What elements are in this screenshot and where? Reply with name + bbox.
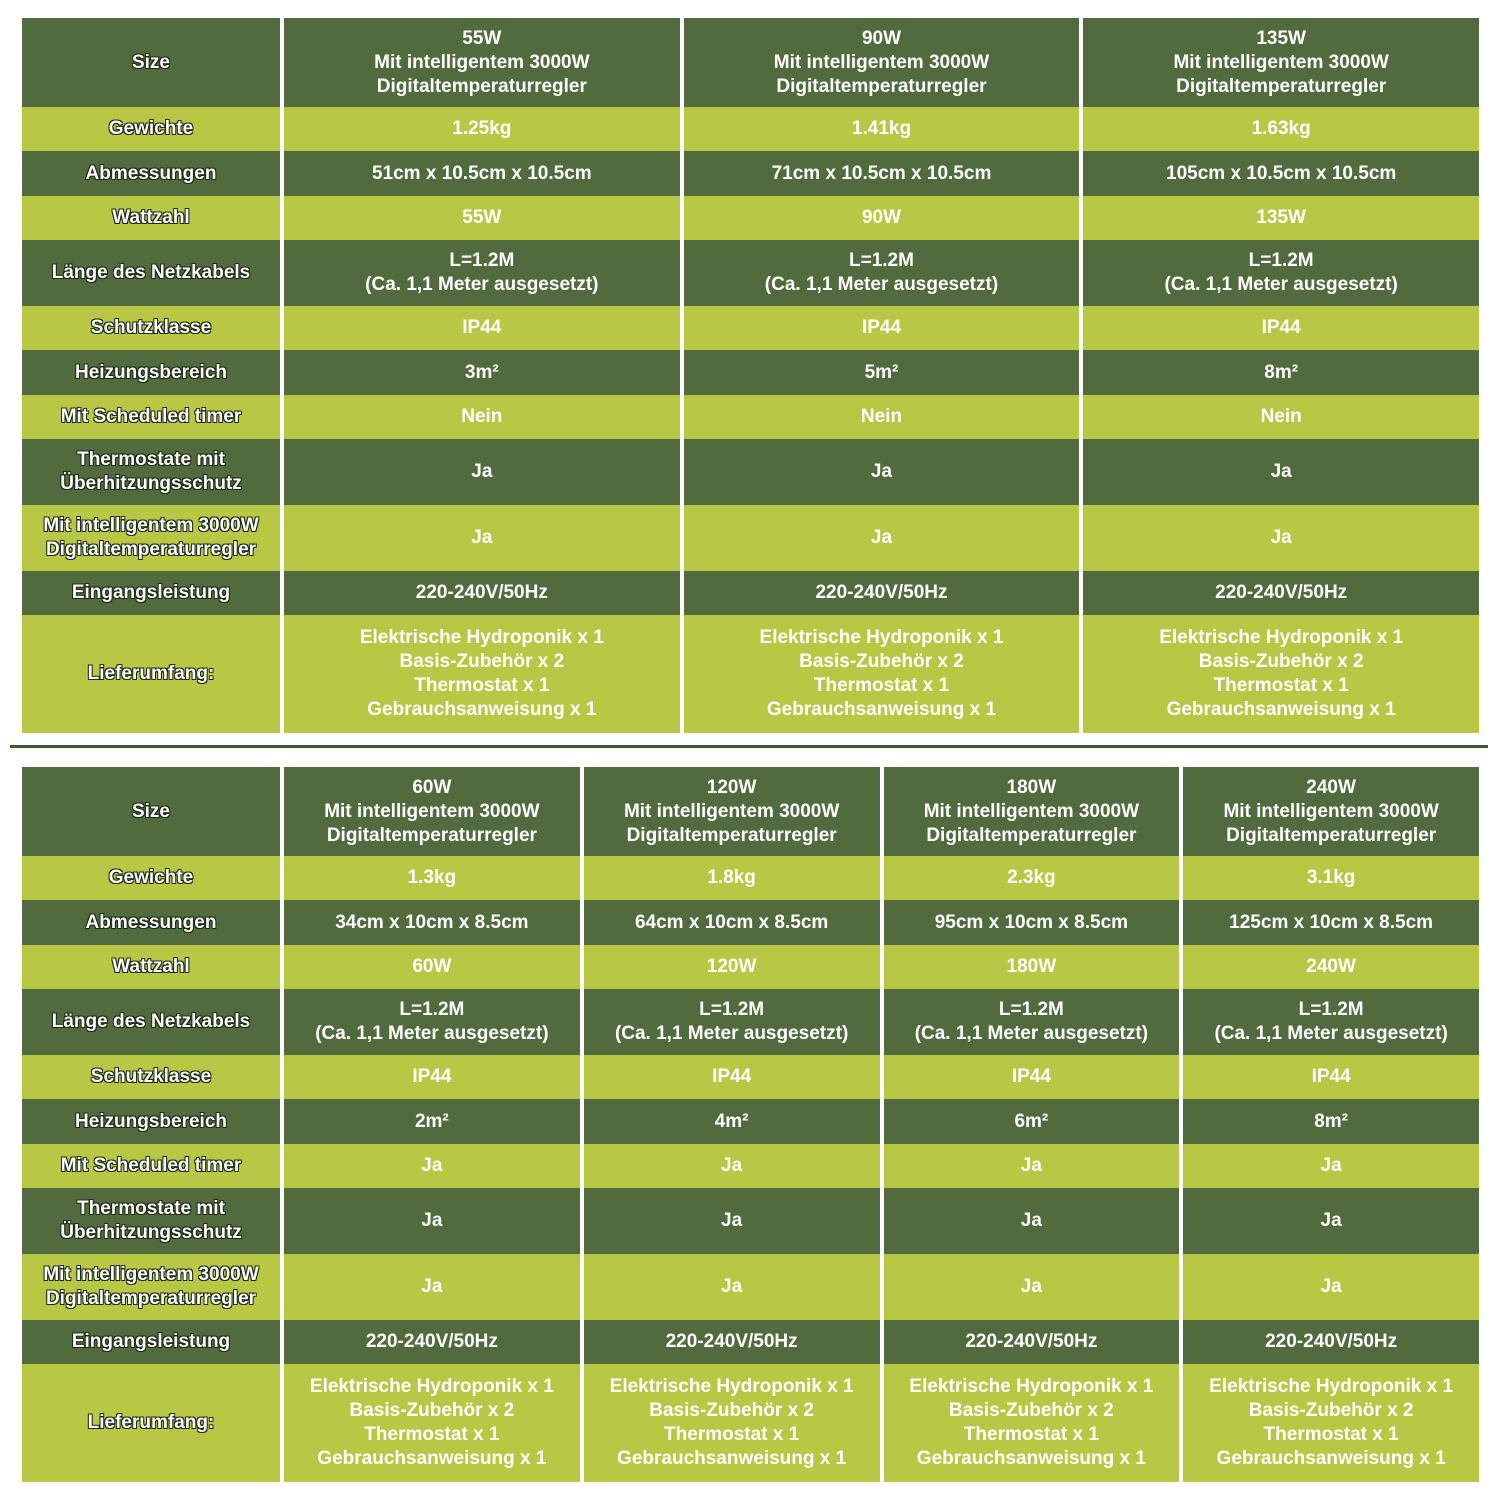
row-label: Heizungsbereich: [22, 1099, 280, 1144]
row-label: Heizungsbereich: [22, 350, 280, 395]
row-label: Schutzklasse: [22, 1055, 280, 1099]
cell: IP44: [284, 306, 680, 350]
cell: 71cm x 10.5cm x 10.5cm: [684, 151, 1080, 196]
row-label: Thermostate mit Überhitzungsschutz: [22, 1188, 280, 1254]
table-row: [22, 196, 1479, 240]
cell: Ja: [584, 1188, 880, 1254]
table-row: [22, 439, 1479, 505]
cell: L=1.2M (Ca. 1,1 Meter ausgesetzt): [1183, 989, 1479, 1055]
cell: L=1.2M (Ca. 1,1 Meter ausgesetzt): [584, 989, 880, 1055]
cell: L=1.2M (Ca. 1,1 Meter ausgesetzt): [884, 989, 1180, 1055]
cell: Elektrische Hydroponik x 1 Basis-Zubehör x 2 Thermostat x 1 Gebrauchsanweisung x 1: [284, 1364, 580, 1482]
cell: 1.8kg: [584, 856, 880, 900]
row-label: Wattzahl: [22, 196, 280, 240]
cell: 5m²: [684, 350, 1080, 395]
cell: Ja: [284, 1254, 580, 1320]
cell: Elektrische Hydroponik x 1 Basis-Zubehör x 2 Thermostat x 1 Gebrauchsanweisung x 1: [884, 1364, 1180, 1482]
row-label: Abmessungen: [22, 151, 280, 196]
cell: 125cm x 10cm x 8.5cm: [1183, 900, 1479, 945]
table-row: [22, 856, 1479, 900]
table-row: [22, 505, 1479, 571]
row-label: Schutzklasse: [22, 306, 280, 350]
spec-table-bottom: [18, 767, 1483, 1482]
cell: 4m²: [584, 1099, 880, 1144]
table-row: [22, 1320, 1479, 1364]
size-label: Size: [22, 767, 280, 856]
cell: Ja: [1183, 1188, 1479, 1254]
cell: 51cm x 10.5cm x 10.5cm: [284, 151, 680, 196]
cell: 55W: [284, 196, 680, 240]
row-label: Gewichte: [22, 107, 280, 151]
cell: Nein: [284, 395, 680, 439]
cell: 2.3kg: [884, 856, 1180, 900]
row-label: Länge des Netzkabels: [22, 989, 280, 1055]
table-row: [22, 350, 1479, 395]
row-label: Wattzahl: [22, 945, 280, 989]
cell: Ja: [284, 505, 680, 571]
cell: Nein: [1083, 395, 1479, 439]
table-row: [22, 151, 1479, 196]
cell: IP44: [584, 1055, 880, 1099]
cell: 34cm x 10cm x 8.5cm: [284, 900, 580, 945]
header-cell: 120W Mit intelligentem 3000W Digitaltemperaturregler: [584, 767, 880, 856]
cell: 6m²: [884, 1099, 1180, 1144]
cell: L=1.2M (Ca. 1,1 Meter ausgesetzt): [284, 240, 680, 306]
cell: 120W: [584, 945, 880, 989]
spec-table-top: [18, 18, 1483, 733]
cell: Elektrische Hydroponik x 1 Basis-Zubehör x 2 Thermostat x 1 Gebrauchsanweisung x 1: [1183, 1364, 1479, 1482]
row-label: Eingangsleistung: [22, 571, 280, 615]
cell: IP44: [684, 306, 1080, 350]
cell: 90W: [684, 196, 1080, 240]
table-row: [22, 395, 1479, 439]
cell: L=1.2M (Ca. 1,1 Meter ausgesetzt): [284, 989, 580, 1055]
table-row: [22, 1254, 1479, 1320]
row-label: Länge des Netzkabels: [22, 240, 280, 306]
cell: Ja: [284, 1188, 580, 1254]
cell: 220-240V/50Hz: [584, 1320, 880, 1364]
cell: 180W: [884, 945, 1180, 989]
row-label: Thermostate mit Überhitzungsschutz: [22, 439, 280, 505]
cell: IP44: [284, 1055, 580, 1099]
cell: 95cm x 10cm x 8.5cm: [884, 900, 1180, 945]
cell: Nein: [684, 395, 1080, 439]
table-row: [22, 1364, 1479, 1482]
cell: IP44: [884, 1055, 1180, 1099]
row-label: Mit intelligentem 3000W Digitaltemperaturregler: [22, 505, 280, 571]
cell: Elektrische Hydroponik x 1 Basis-Zubehör x 2 Thermostat x 1 Gebrauchsanweisung x 1: [584, 1364, 880, 1482]
table-row: [22, 571, 1479, 615]
cell: Ja: [1183, 1254, 1479, 1320]
table-row: [22, 1188, 1479, 1254]
cell: 240W: [1183, 945, 1479, 989]
cell: 220-240V/50Hz: [684, 571, 1080, 615]
header-cell: 240W Mit intelligentem 3000W Digitaltemperaturregler: [1183, 767, 1479, 856]
cell: 3m²: [284, 350, 680, 395]
header-cell: 180W Mit intelligentem 3000W Digitaltemperaturregler: [884, 767, 1180, 856]
cell: 105cm x 10.5cm x 10.5cm: [1083, 151, 1479, 196]
cell: 1.63kg: [1083, 107, 1479, 151]
cell: 8m²: [1083, 350, 1479, 395]
cell: 220-240V/50Hz: [284, 571, 680, 615]
cell: Elektrische Hydroponik x 1 Basis-Zubehör x 2 Thermostat x 1 Gebrauchsanweisung x 1: [684, 615, 1080, 733]
cell: Ja: [884, 1188, 1180, 1254]
cell: 60W: [284, 945, 580, 989]
cell: 3.1kg: [1183, 856, 1479, 900]
cell: Ja: [1183, 1144, 1479, 1188]
header-cell: 135W Mit intelligentem 3000W Digitaltemperaturregler: [1083, 18, 1479, 107]
table-row: [22, 989, 1479, 1055]
table-row: [22, 900, 1479, 945]
table-row: [22, 945, 1479, 989]
table-row: [22, 240, 1479, 306]
cell: 1.25kg: [284, 107, 680, 151]
row-label: Lieferumfang:: [22, 1364, 280, 1482]
cell: Ja: [884, 1254, 1180, 1320]
row-label: Abmessungen: [22, 900, 280, 945]
cell: Ja: [1083, 505, 1479, 571]
cell: Ja: [1083, 439, 1479, 505]
table-row: [22, 306, 1479, 350]
size-label: Size: [22, 18, 280, 107]
cell: 220-240V/50Hz: [1083, 571, 1479, 615]
row-label: Eingangsleistung: [22, 1320, 280, 1364]
table-row: [22, 1099, 1479, 1144]
cell: Ja: [684, 505, 1080, 571]
row-label: Lieferumfang:: [22, 615, 280, 733]
table-row: [22, 1144, 1479, 1188]
header-cell: 90W Mit intelligentem 3000W Digitaltemperaturregler: [684, 18, 1080, 107]
table-row: [22, 615, 1479, 733]
cell: Elektrische Hydroponik x 1 Basis-Zubehör x 2 Thermostat x 1 Gebrauchsanweisung x 1: [284, 615, 680, 733]
cell: L=1.2M (Ca. 1,1 Meter ausgesetzt): [1083, 240, 1479, 306]
header-row: [22, 18, 1479, 107]
cell: 2m²: [284, 1099, 580, 1144]
header-row: [22, 767, 1479, 856]
cell: L=1.2M (Ca. 1,1 Meter ausgesetzt): [684, 240, 1080, 306]
cell: Ja: [284, 1144, 580, 1188]
cell: 220-240V/50Hz: [284, 1320, 580, 1364]
cell: 1.3kg: [284, 856, 580, 900]
row-label: Mit intelligentem 3000W Digitaltemperaturregler: [22, 1254, 280, 1320]
cell: IP44: [1183, 1055, 1479, 1099]
cell: Elektrische Hydroponik x 1 Basis-Zubehör x 2 Thermostat x 1 Gebrauchsanweisung x 1: [1083, 615, 1479, 733]
table-row: [22, 107, 1479, 151]
row-label: Mit Scheduled timer: [22, 395, 280, 439]
cell: 220-240V/50Hz: [1183, 1320, 1479, 1364]
cell: IP44: [1083, 306, 1479, 350]
cell: Ja: [584, 1254, 880, 1320]
header-cell: 55W Mit intelligentem 3000W Digitaltemperaturregler: [284, 18, 680, 107]
row-label: Mit Scheduled timer: [22, 1144, 280, 1188]
header-cell: 60W Mit intelligentem 3000W Digitaltemperaturregler: [284, 767, 580, 856]
row-label: Gewichte: [22, 856, 280, 900]
cell: 220-240V/50Hz: [884, 1320, 1180, 1364]
cell: Ja: [884, 1144, 1180, 1188]
section-divider: [10, 745, 1488, 748]
cell: Ja: [284, 439, 680, 505]
cell: Ja: [584, 1144, 880, 1188]
cell: 64cm x 10cm x 8.5cm: [584, 900, 880, 945]
cell: Ja: [684, 439, 1080, 505]
cell: 8m²: [1183, 1099, 1479, 1144]
table-row: [22, 1055, 1479, 1099]
cell: 1.41kg: [684, 107, 1080, 151]
cell: 135W: [1083, 196, 1479, 240]
